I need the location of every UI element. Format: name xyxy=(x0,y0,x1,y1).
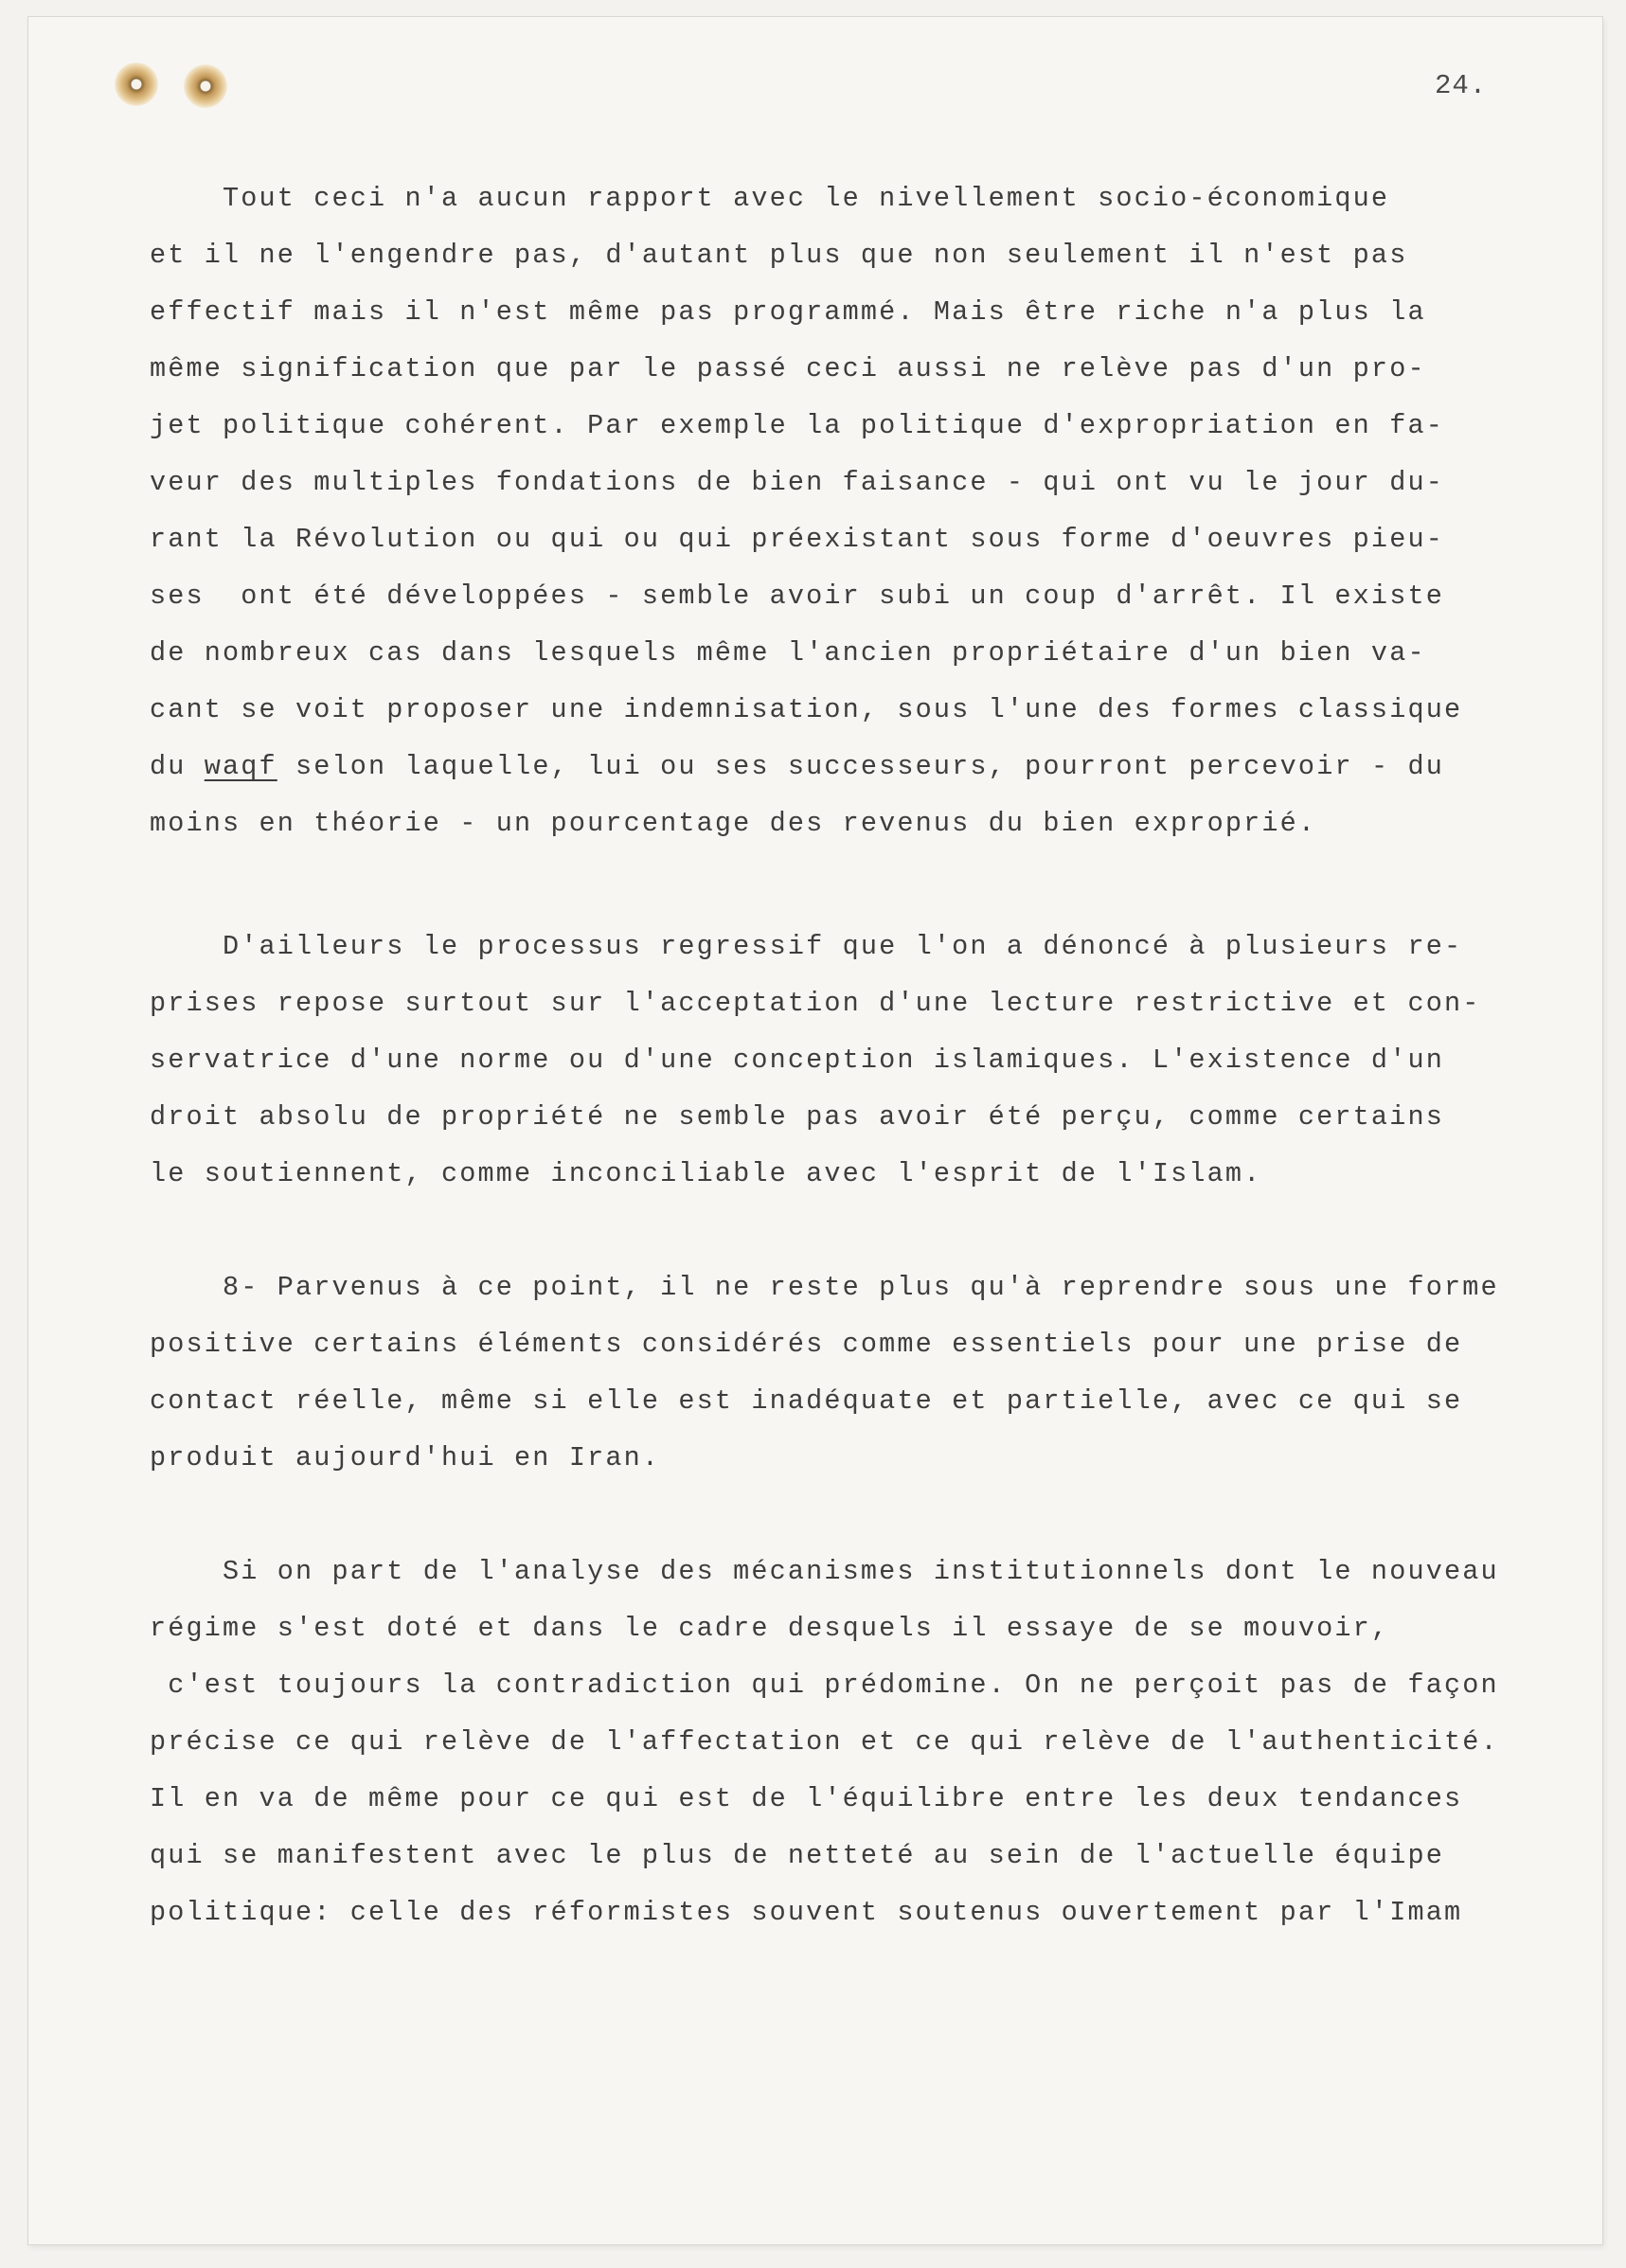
paragraph-2 xyxy=(150,919,1480,1203)
text-line: et il ne l'engendre pas, d'autant plus que non seulement il n'est pas xyxy=(150,240,1408,271)
paragraph-3 xyxy=(150,1259,1499,1487)
text-line: ses ont été développées - semble avoir subi un coup d'arrêt. Il existe xyxy=(150,580,1444,612)
text-line: veur des multiples fondations de bien faisance - qui ont vu le jour du- xyxy=(150,467,1444,498)
underlined-term: waqf xyxy=(204,751,277,782)
text-line: D'ailleurs le processus regressif que l'on a dénoncé à plusieurs re- xyxy=(150,931,1463,962)
text-line: Si on part de l'analyse des mécanismes institutionnels dont le nouveau xyxy=(150,1556,1499,1587)
text-line: Il en va de même pour ce qui est de l'équilibre entre les deux tendances xyxy=(150,1783,1463,1814)
text-line: du waqf selon laquelle, lui ou ses successeurs, pourront percevoir - du xyxy=(150,751,1444,782)
paragraph-1 xyxy=(150,170,1462,852)
page-number: 24. xyxy=(1435,70,1488,101)
punch-hole xyxy=(115,63,158,106)
text-line: le soutiennent, comme inconciliable avec l'esprit de l'Islam. xyxy=(150,1158,1262,1189)
text-line: contact réelle, même si elle est inadéquate et partielle, avec ce qui se xyxy=(150,1385,1463,1417)
text-line: servatrice d'une norme ou d'une conception islamiques. L'existence d'un xyxy=(150,1045,1444,1076)
paragraph-4 xyxy=(150,1544,1499,1941)
text-line: précise ce qui relève de l'affectation et ce qui relève de l'authenticité. xyxy=(150,1726,1499,1758)
punch-hole xyxy=(184,64,227,108)
text-line: de nombreux cas dans lesquels même l'ancien propriétaire d'un bien va- xyxy=(150,637,1426,669)
text-line: prises repose surtout sur l'acceptation d'une lecture restrictive et con- xyxy=(150,988,1481,1019)
text-line: cant se voit proposer une indemnisation, sous l'une des formes classique xyxy=(150,694,1463,725)
text-line: régime s'est doté et dans le cadre desquels il essaye de se mouvoir, xyxy=(150,1613,1390,1644)
text-line: même signification que par le passé ceci aussi ne relève pas d'un pro- xyxy=(150,353,1426,384)
text-line: moins en théorie - un pourcentage des revenus du bien exproprié. xyxy=(150,808,1317,839)
text-line: produit aujourd'hui en Iran. xyxy=(150,1442,661,1473)
text-line: effectif mais il n'est même pas programmé. Mais être riche n'a plus la xyxy=(150,296,1426,328)
text-line: c'est toujours la contradiction qui prédomine. On ne perçoit pas de façon xyxy=(150,1670,1499,1701)
text-line: 8- Parvenus à ce point, il ne reste plus qu'à reprendre sous une forme xyxy=(150,1272,1499,1303)
text-line: politique: celle des réformistes souvent soutenus ouvertement par l'Imam xyxy=(150,1897,1463,1928)
text-line: positive certains éléments considérés comme essentiels pour une prise de xyxy=(150,1329,1463,1360)
text-line: jet politique cohérent. Par exemple la politique d'expropriation en fa- xyxy=(150,410,1444,441)
text-line: rant la Révolution ou qui ou qui préexistant sous forme d'oeuvres pieu- xyxy=(150,524,1444,555)
text-line: droit absolu de propriété ne semble pas avoir été perçu, comme certains xyxy=(150,1101,1444,1133)
text-line: qui se manifestent avec le plus de netteté au sein de l'actuelle équipe xyxy=(150,1840,1444,1871)
text-line: Tout ceci n'a aucun rapport avec le nivellement socio-économique xyxy=(150,183,1390,214)
